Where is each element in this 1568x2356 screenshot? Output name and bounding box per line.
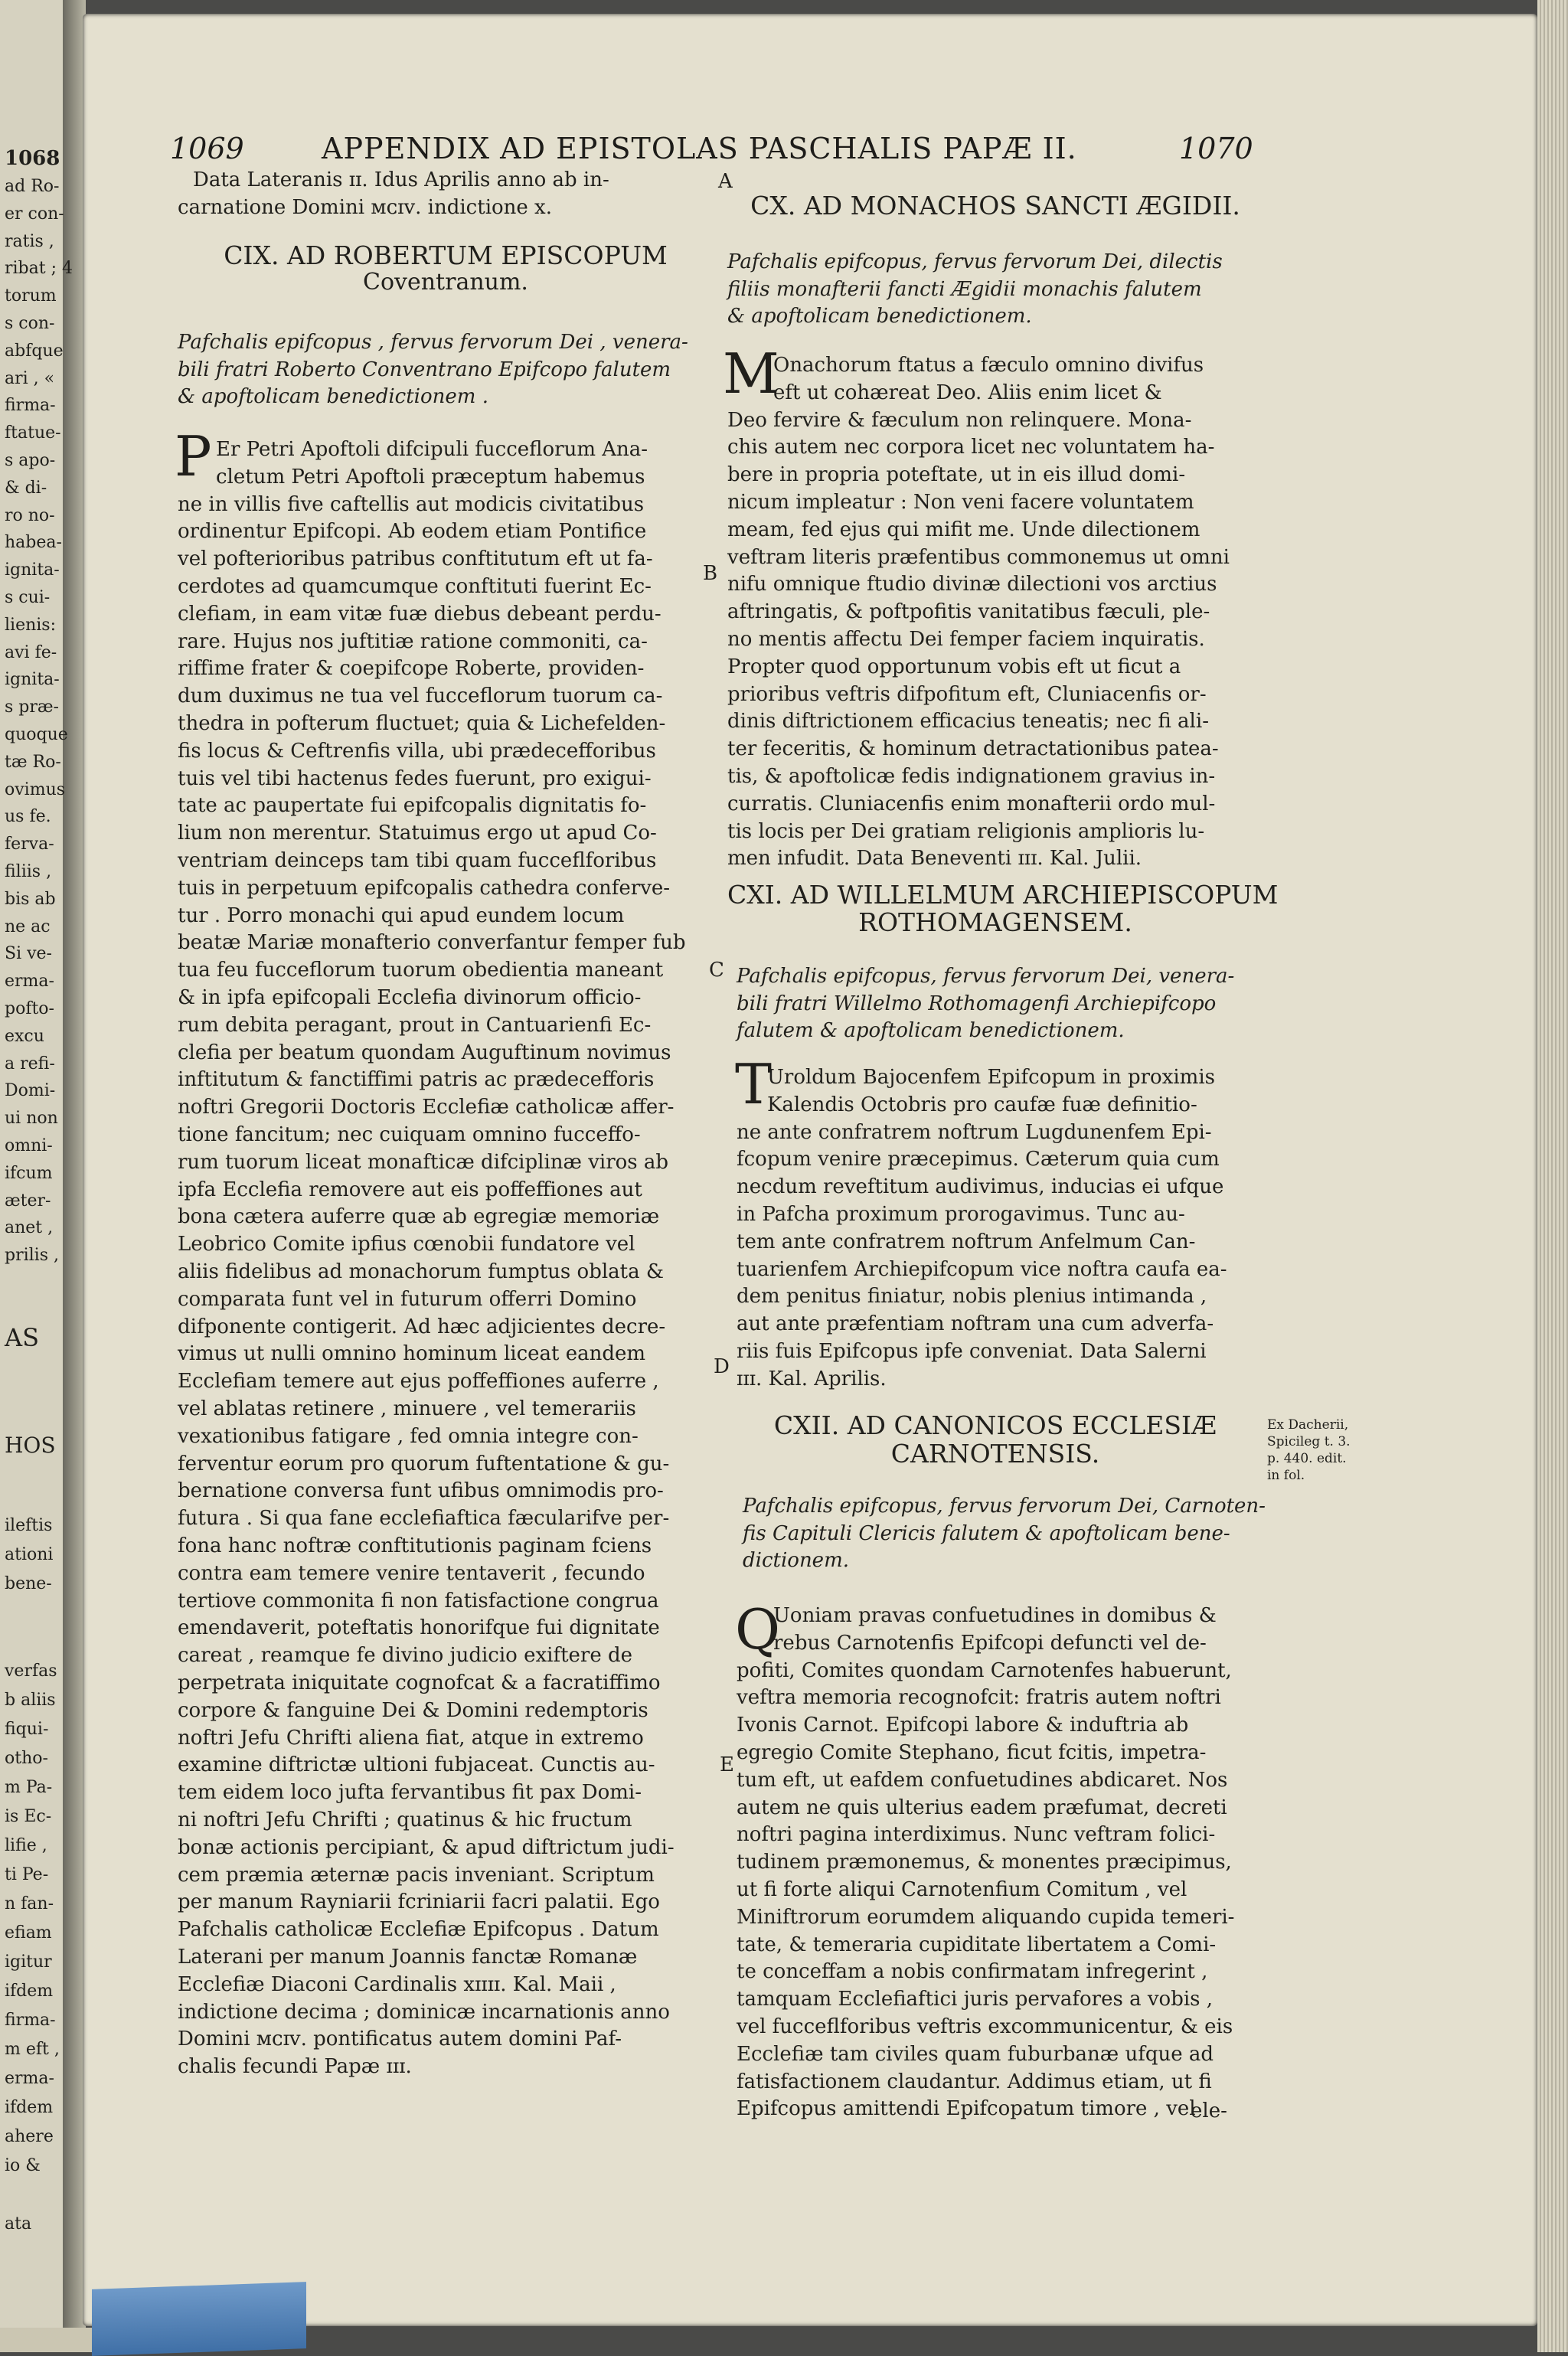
body-line: bonæ actionis percipiant, & apud diftrictum judi- [178, 1835, 675, 1859]
left-page-line: ifdem [5, 1982, 54, 2001]
body-line: in Pafcha proximum prorogavimus. Tunc au- [737, 1203, 1185, 1226]
left-page-line: bene- [5, 1574, 52, 1593]
body-line: curratis. Cluniacenfis enim monafterii ordo mul- [727, 792, 1216, 815]
left-page-line: abfque [5, 341, 64, 361]
body-line: Kalendis Octobris pro caufæ fuæ definitio- [767, 1093, 1197, 1116]
left-page-line: habea- [5, 533, 62, 553]
salutation-line: & apoftolicam benedictionem. [727, 305, 1032, 328]
left-page-line: excu [5, 1026, 44, 1046]
left-page-line: firma- [5, 396, 56, 416]
body-line: inftitutum & fanctiffimi patris ac prædecefforis [178, 1068, 655, 1092]
body-line: tuarienfem Archiepifcopum vice noftra caufa ea- [737, 1257, 1227, 1281]
left-page-line: erma- [5, 972, 54, 992]
left-page-line: pofto- [5, 999, 54, 1018]
body-line: chalis fecundi Papæ ɪɪɪ. [178, 2055, 412, 2079]
body-line: bernatione conversa funt ufibus omnimodis pro- [178, 1479, 664, 1503]
left-page-line: æter- [5, 1191, 51, 1211]
catchword: ele- [1191, 2099, 1227, 2122]
body-line: Pafchalis catholicæ Ecclefiæ Epifcopus . Datum [178, 1918, 659, 1942]
body-line: eft ut cohæreat Deo. Aliis enim licet & [773, 381, 1162, 404]
body-line: careat , reamque fe divino judicio exiftere de [178, 1644, 633, 1668]
left-page-number: 1068 [5, 147, 60, 170]
letter-112-initial: Q [735, 1597, 781, 1662]
letter-109-initial: P [175, 424, 212, 489]
body-line: rebus Carnotenfis Epifcopi defuncti vel de- [773, 1631, 1207, 1655]
left-page-line: quoque [5, 725, 68, 744]
page-number-right: 1070 [1179, 132, 1253, 165]
left-page-line: ignita- [5, 670, 60, 690]
body-line: aliis fidelibus ad monachorum fumptus oblata & [178, 1260, 665, 1283]
salutation-line: Pafchalis epifcopus , fervus fervorum Dei , venera- [178, 331, 688, 354]
left-page-as: AS [5, 1323, 40, 1352]
body-line: vel pofterioribus patribus conftitutum eft ut fa- [178, 547, 653, 571]
body-line: lium non merentur. Statuimus ergo ut apud Co- [178, 822, 657, 845]
left-page-line: s cui- [5, 588, 51, 607]
body-line: tate, & temeraria cupiditate libertatem a Comi- [737, 1933, 1217, 1956]
left-page-line: lifie , [5, 1836, 47, 1855]
body-line: tuis vel tibi hactenus fedes fuerunt, pro exigui- [178, 766, 652, 790]
body-line: noftri Jefu Chrifti aliena fiat, atque in extremo [178, 1726, 644, 1750]
body-line: Uroldum Bajocenfem Epifcopum in proximis [767, 1066, 1215, 1089]
left-page-line: ifcum [5, 1163, 53, 1183]
left-page-line: Domi- [5, 1081, 56, 1101]
left-page-line: tæ Ro- [5, 752, 61, 772]
body-line: perpetrata iniquitate cognofcat & a facratiffimo [178, 1671, 661, 1694]
body-line: noftri pagina interdiximus. Nunc veftram folici- [737, 1823, 1216, 1847]
salutation-line: dictionem. [743, 1549, 849, 1573]
body-line: prioribus veftris difpofitum eft, Cluniacenfis or- [727, 682, 1207, 706]
left-page-line: us fe. [5, 807, 51, 827]
body-line: tamquam Ecclefiaftici juris pervafores a vobis , [737, 1988, 1214, 2011]
body-line: tudinem præmonemus, & monentes præcipimus, [737, 1851, 1232, 1874]
body-line: tua feu fucceflorum tuorum obedientia maneant [178, 959, 664, 982]
left-page-line: ribat ; 4 [5, 259, 73, 279]
left-page-line: ari , « [5, 368, 55, 388]
body-line: ipfa Ecclefia removere aut eis poffeffiones aut [178, 1178, 642, 1201]
body-line: ter feceritis, & hominum detractationibus patea- [727, 737, 1219, 761]
body-line: Deo fervire & fæculum non relinquere. Mona- [727, 408, 1192, 432]
body-line: dum duximus ne tua vel fucceflorum tuorum ca- [178, 685, 663, 708]
body-line: bona cætera auferre quæ ab egregiæ memoriæ [178, 1205, 660, 1229]
letter-110-title: CX. AD MONACHOS SANCTI ÆGIDII. [750, 191, 1240, 221]
body-line: no mentis affectu Dei femper faciem inquiratis. [727, 628, 1205, 651]
left-page-line: ferva- [5, 835, 54, 854]
margin-letter-d: D [714, 1355, 730, 1378]
body-line: Miniftrorum eorumdem aliquando cupida temeri- [737, 1905, 1235, 1929]
left-page-line: ro no- [5, 505, 55, 525]
body-line: Leobrico Comite ipfius cœnobii fundatore vel [178, 1233, 635, 1256]
salutation-line: Pafchalis epifcopus, fervus fervorum Dei, Carnoten- [743, 1495, 1266, 1518]
left-page-line: igitur [5, 1952, 52, 1972]
intro-line-1: Data Lateranis ɪɪ. Idus Aprilis anno ab in- [193, 168, 609, 191]
body-line: tuis in perpetuum epifcopalis cathedra conferve- [178, 876, 671, 900]
body-line: riis fuis Epifcopus ipfe conveniat. Data Salerni [737, 1340, 1207, 1363]
body-line: rare. Hujus nos juftitiæ ratione commoniti, ca- [178, 629, 648, 653]
desk-strip [0, 2328, 92, 2352]
body-line: ne in villis five caftellis aut modicis civitatibus [178, 492, 645, 516]
body-line: vel fucceflforibus veftris excommunicentur, & eis [737, 2015, 1233, 2038]
body-line: tate ac paupertate fui epifcopalis dignitatis fo- [178, 794, 647, 818]
left-page-line: erma- [5, 2069, 54, 2088]
body-line: necdum reveftitum audivimus, inducias ei ufque [737, 1175, 1224, 1199]
salutation-line: Pafchalis epifcopus, fervus fervorum Dei, dilectis [727, 250, 1223, 273]
body-line: Onachorum ftatus a fæculo omnino divifus [773, 354, 1204, 377]
margin-letter-c: C [709, 959, 724, 982]
left-page-line: ovimus [5, 779, 66, 799]
body-line: beatæ Mariæ monafterio converfantur femper fub [178, 931, 686, 955]
body-line: ventriam deinceps tam tibi quam fucceflforibus [178, 849, 657, 872]
running-title: APPENDIX AD EPISTOLAS PASCHALIS PAPÆ II. [322, 132, 1077, 165]
body-line: tem ante confratrem noftrum Anfelmum Can- [737, 1230, 1196, 1253]
left-page-line: a refi- [5, 1054, 55, 1073]
body-line: vimus ut nulli omnino hominum liceat eandem [178, 1342, 646, 1366]
body-line: Ecclefiæ tam civiles quam fuburbanæ ufque ad [737, 2042, 1214, 2066]
left-page-line: er con- [5, 204, 64, 224]
intro-line-2: carnatione Domini ᴍᴄɪᴠ. indictione x. [178, 196, 552, 219]
margin-letter-b: B [703, 562, 718, 585]
body-line: egregio Comite Stephano, ficut fcitis, impetra- [737, 1741, 1207, 1764]
body-line: nicum impleatur : Non veni facere voluntatem [727, 491, 1194, 514]
body-line: pofiti, Comites quondam Carnotenfes habuerunt, [737, 1658, 1232, 1682]
margin-letter-a: A [718, 170, 733, 193]
body-line: Propter quod opportunum vobis eft ut ficut a [727, 655, 1181, 678]
body-line: bere in propria poteftate, ut in eis illud domi- [727, 463, 1186, 487]
salutation-line: & apoftolicam benedictionem . [178, 385, 488, 409]
body-line: tis locis per Dei gratiam religionis amplioris lu- [727, 819, 1205, 843]
left-page-line: io & [5, 2156, 41, 2175]
body-line: Er Petri Apoftoli difcipuli fucceflorum Ana- [216, 438, 648, 461]
left-page-line: ti Pe- [5, 1865, 49, 1884]
body-line: indictione decima ; dominicæ incarnationis anno [178, 2000, 670, 2024]
body-line: Ecclefiæ Diaconi Cardinalis xɪɪɪɪ. Kal. Maii , [178, 1972, 616, 1996]
salutation-line: Pafchalis epifcopus, fervus fervorum Dei, venera- [737, 965, 1235, 988]
letter-112-title-1: CXII. AD CANONICOS ECCLESIÆ [773, 1410, 1217, 1440]
body-line: riffime frater & coepifcope Roberte, providen- [178, 657, 645, 681]
left-page-line: & di- [5, 478, 47, 498]
left-page-line: efiam [5, 1923, 52, 1943]
left-page-line: Si ve- [5, 944, 52, 964]
left-page-line: lienis: [5, 615, 56, 635]
body-line: clefiam, in eam vitæ fuæ diebus debeant perdu- [178, 602, 662, 626]
salutation-line: bili fratri Willelmo Rothomagenfi Archiepifcopo [737, 992, 1217, 1015]
salutation-line: fis Capituli Clericis falutem & apoftolicam bene- [743, 1521, 1230, 1545]
body-line: aftringatis, & poftpofitis vanitatibus fæculi, ple- [727, 600, 1210, 624]
left-page-hos: HOS [5, 1433, 56, 1458]
left-page-line: ignita- [5, 560, 60, 580]
body-line: noftri Gregorii Doctoris Ecclefiæ catholicæ affer- [178, 1096, 675, 1119]
body-line: & in ipfa epifcopali Ecclefia divinorum officio- [178, 986, 642, 1009]
left-page-line: filiis , [5, 862, 52, 881]
body-line: men infudit. Data Beneventi ɪɪɪ. Kal. Julii. [727, 847, 1142, 871]
left-page-line: s con- [5, 314, 55, 333]
body-line: clefia per beatum quondam Auguftinum novimus [178, 1041, 671, 1064]
left-page-line: ileftis [5, 1516, 53, 1535]
body-line: fona hanc noftræ conftitutionis paginam fciens [178, 1534, 652, 1557]
left-page-line: b aliis [5, 1691, 56, 1710]
left-page-line: otho- [5, 1749, 48, 1768]
body-line: tem eidem loco jufta fervantibus fit pax Domi- [178, 1781, 642, 1805]
body-line: tis, & apoftolicæ fedis indignationem gravius in- [727, 765, 1216, 788]
left-page-line: ata [5, 2214, 32, 2233]
salutation-line: falutem & apoftolicam benedictionem. [737, 1019, 1125, 1043]
side-note: Ex Dacherii, Spicileg t. 3. p. 440. edit. in fol. [1267, 1417, 1351, 1483]
body-line: meam, fed ejus qui mifit me. Unde dilectionem [727, 518, 1200, 541]
left-page-line: s præ- [5, 698, 59, 717]
left-page-line: ftatue- [5, 423, 61, 443]
body-line: difponente contigerit. Ad hæc adjicientes decre- [178, 1315, 666, 1338]
body-line: ne ante confratrem noftrum Lugdunenfem Epi- [737, 1120, 1212, 1144]
left-page-line: fiqui- [5, 1720, 49, 1739]
body-line: cerdotes ad quamcumque conftituti fuerint Ec- [178, 575, 652, 598]
body-line: tur . Porro monachi qui apud eundem locum [178, 904, 625, 927]
left-page-line: n fan- [5, 1894, 54, 1913]
body-line: thedra in pofterum fluctuet; quia & Lichefelden- [178, 712, 666, 735]
body-line: emendaverit, poteftatis honorifque fui dignitate [178, 1616, 660, 1640]
left-page-line: m Pa- [5, 1778, 53, 1797]
body-line: futura . Si qua fane ecclefiaftica fæcularifve per- [178, 1507, 670, 1531]
body-line: ferventur eorum pro quorum fuftentatione & gu- [178, 1452, 670, 1475]
blue-book-corner [92, 2282, 306, 2356]
body-line: fcopum venire præcepimus. Cæterum quia cum [737, 1148, 1220, 1171]
body-line: comparata funt vel in futurum offerri Domino [178, 1287, 637, 1311]
body-line: tertiove commonita fi non fatisfactione congrua [178, 1589, 659, 1613]
body-line: ni noftri Jefu Chrifti ; quatinus & hic fructum [178, 1809, 632, 1832]
left-page-line: s apo- [5, 451, 56, 470]
left-page-line: ratis , [5, 231, 54, 251]
page-number-left: 1069 [170, 132, 244, 165]
body-line: rum debita peragant, prout in Cantuarienfi Ec- [178, 1013, 652, 1037]
margin-letter-e: E [720, 1753, 734, 1776]
body-line: Uoniam pravas confuetudines in domibus & [773, 1604, 1217, 1627]
body-line: Laterani per manum Joannis fanctæ Romanæ [178, 1946, 638, 1969]
body-line: ɪɪɪ. Kal. Aprilis. [737, 1367, 887, 1390]
left-page-line: bis ab [5, 889, 56, 909]
left-page-line: anet , [5, 1218, 54, 1238]
left-page-line: ahere [5, 2127, 54, 2146]
letter-109-title: CIX. AD ROBERTUM EPISCOPUM [224, 240, 668, 270]
body-line: cem præmia æternæ pacis inveniant. Scriptum [178, 1863, 655, 1887]
body-line: rum tuorum liceat monafticæ difciplinæ viros ab [178, 1150, 669, 1174]
body-line: tum eft, ut eafdem confuetudines abdicaret. Nos [737, 1768, 1228, 1792]
body-line: Epifcopus amittendi Epifcopatum timore , vel [737, 2097, 1196, 2121]
body-line: per manum Rayniarii fcriniarii facri palatii. Ego [178, 1890, 660, 1914]
body-line: dem penitus finiatur, nobis plenius intimanda , [737, 1285, 1207, 1309]
left-page-line: ationi [5, 1545, 54, 1564]
body-line: fatisfactionem claudantur. Addimus etiam, ut fi [737, 2070, 1212, 2093]
body-line: te conceffam a nobis confirmatam infregerint , [737, 1960, 1208, 1984]
left-page-line: avi fe- [5, 642, 57, 662]
left-page-line: ui non [5, 1109, 58, 1129]
body-line: veftra memoria recognofcit: fratris autem noftri [737, 1686, 1221, 1710]
letter-111-title-2: ROTHOMAGENSEM. [858, 907, 1132, 937]
body-line: Ivonis Carnot. Epifcopi labore & induftria ab [737, 1714, 1189, 1737]
left-page-line: ad Ro- [5, 177, 60, 196]
body-line: tione fancitum; nec cuiquam omnino fucceffo- [178, 1123, 641, 1146]
body-line: cletum Petri Apoftoli præceptum habemus [216, 465, 645, 489]
left-page-line: prilis , [5, 1246, 59, 1266]
letter-111-title-1: CXI. AD WILLELMUM ARCHIEPISCOPUM [727, 880, 1279, 910]
left-page-line: ne ac [5, 917, 51, 936]
body-line: chis autem nec corpora licet nec voluntatem ha- [727, 436, 1215, 459]
left-page-line: m eft , [5, 2040, 60, 2059]
body-line: ut fi forte aliqui Carnotenfium Comitum , vel [737, 1878, 1187, 1901]
left-page-line: verfas [5, 1662, 57, 1681]
letter-110-initial: M [723, 341, 779, 406]
letter-112-title-2: CARNOTENSIS. [890, 1439, 1100, 1469]
body-line: examine diftrictæ ultioni fubjaceat. Cunctis au- [178, 1753, 655, 1777]
letter-109-subtitle: Coventranum. [363, 269, 528, 296]
body-line: autem ne quis ulterius eadem præfumat, decreti [737, 1796, 1227, 1819]
letter-111-initial: T [735, 1052, 773, 1116]
body-line: nifu omnique ftudio divinæ dilectioni vos arctius [727, 573, 1217, 596]
body-line: fis locus & Ceftrenfis villa, ubi prædecefforibus [178, 739, 656, 763]
page-edges [1537, 0, 1568, 2352]
body-line: vexationibus fatigare , fed omnia integre con- [178, 1424, 639, 1448]
left-page-line: ifdem [5, 2098, 54, 2117]
body-line: aut ante præfentiam noftram una cum adverfa- [737, 1312, 1214, 1336]
body-line: contra eam temere venire tentaverit , fecundo [178, 1561, 645, 1585]
body-line: dinis diftrictionem efficacius teneatis; nec fi ali- [727, 710, 1209, 734]
body-line: ordinentur Epifcopi. Ab eodem etiam Pontifice [178, 520, 647, 544]
body-line: corpore & fanguine Dei & Domini redemptoris [178, 1698, 648, 1722]
body-line: Ecclefiam temere aut ejus poffeffiones auferre , [178, 1370, 659, 1394]
left-page-line: is Ec- [5, 1807, 52, 1826]
body-line: Domini ᴍᴄɪᴠ. pontificatus autem domini Paf- [178, 2028, 622, 2051]
left-page-line: firma- [5, 2011, 56, 2030]
salutation-line: bili fratri Roberto Conventrano Epifcopo falutem [178, 358, 671, 381]
body-line: vel ablatas retinere , minuere , vel temerariis [178, 1397, 636, 1420]
salutation-line: filiis monafterii fancti Ægidii monachis falutem [727, 277, 1202, 301]
body-line: veftram literis præfentibus commonemus ut omni [727, 545, 1230, 569]
left-page-line: torum [5, 286, 57, 306]
left-page-line: omni- [5, 1136, 53, 1155]
